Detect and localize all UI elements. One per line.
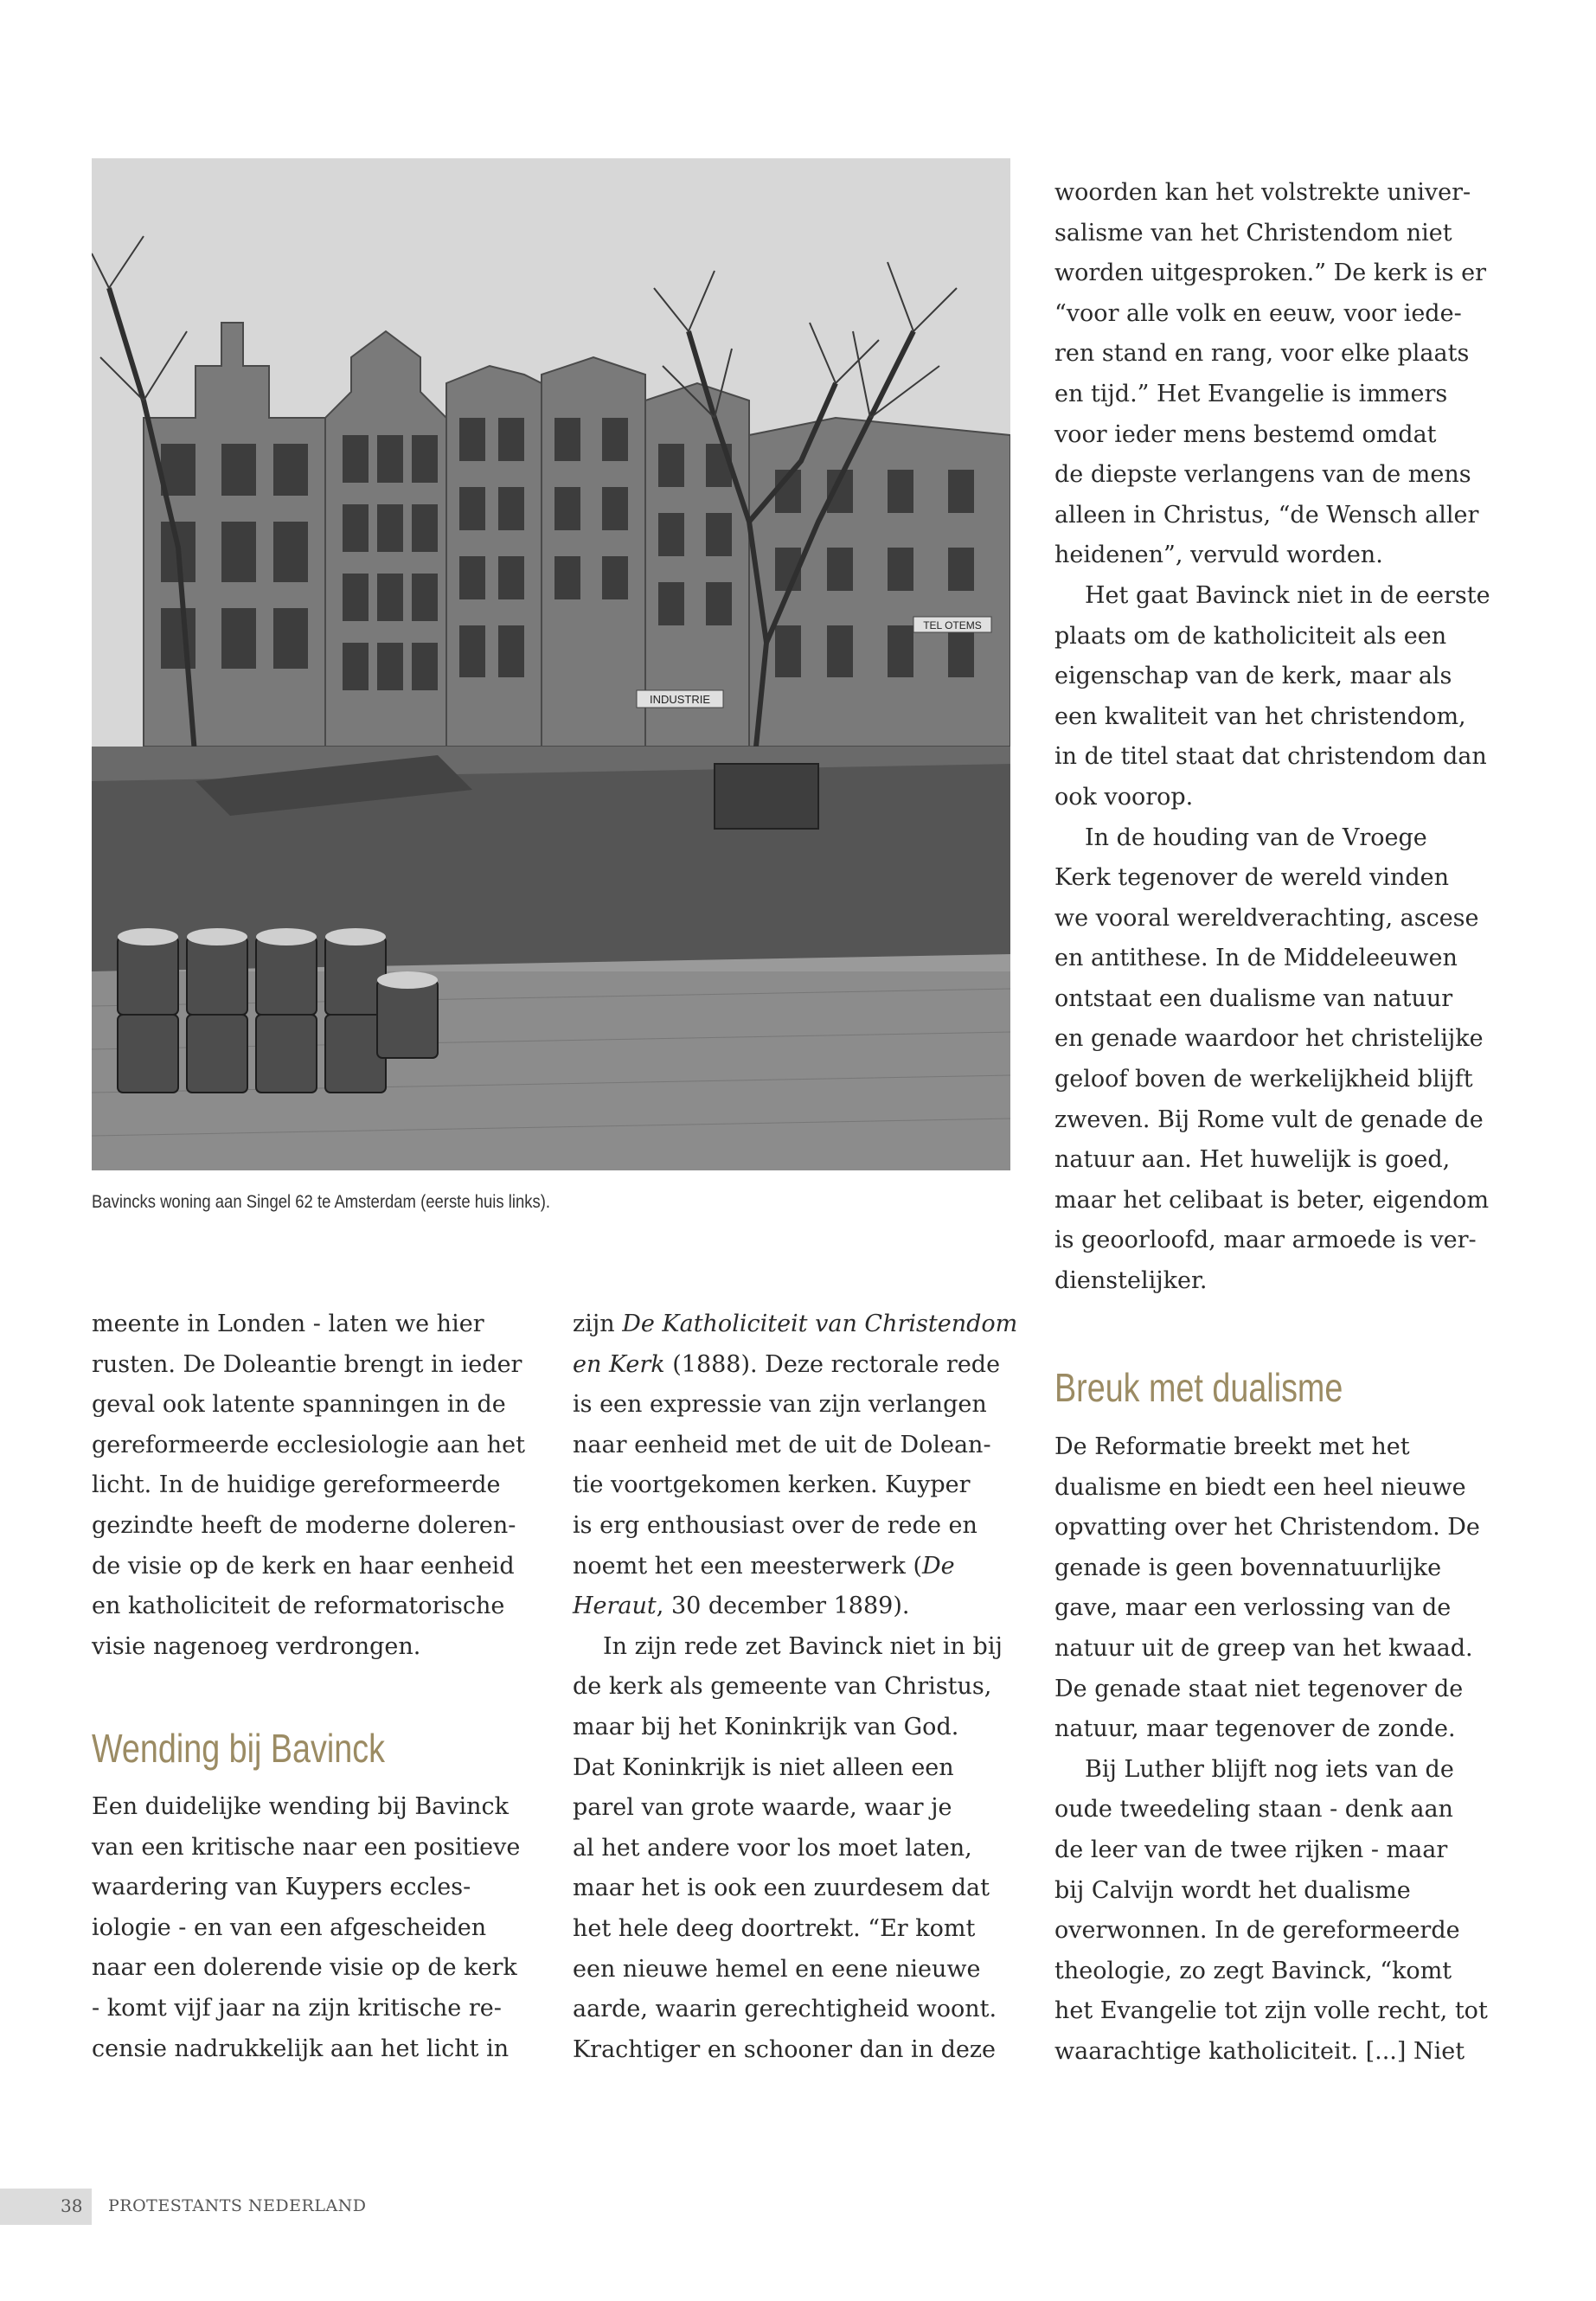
text-line: De Reformatie breekt met het [1054, 1433, 1410, 1460]
text-line: de diepste verlangens van de mens [1054, 461, 1471, 489]
text-line: naar eenheid met de uit de Dolean- [573, 1431, 991, 1458]
text-line: het hele deeg doortrekt. “Er komt [573, 1914, 976, 1942]
text-line: de kerk als gemeente van Christus, [573, 1673, 992, 1701]
photo-illustration [92, 158, 1010, 1170]
text-line: natuur aan. Het huwelijk is goed, [1054, 1146, 1451, 1174]
text-line: In zijn rede zet Bavinck niet in bij [603, 1632, 1003, 1660]
text-line: woorden kan het volstrekte univer- [1054, 179, 1471, 206]
shop-sign-industrie: INDUSTRIE [649, 693, 711, 706]
text-line [573, 1304, 1018, 1345]
shop-sign-hotel: TEL OTEMS [923, 619, 982, 631]
text-line: dualisme en biedt een heel nieuwe [1054, 1473, 1466, 1501]
text-line: iologie - en van een afgescheiden [92, 1913, 487, 1941]
column-2 [573, 1304, 1018, 2070]
text-line: ook voorop. [1054, 783, 1194, 811]
text-line: maar bij het Koninkrijk van God. [573, 1713, 959, 1740]
text-line: gezindte heeft de moderne doleren- [92, 1511, 516, 1539]
paragraph [573, 1627, 1005, 2071]
text-line: meente in Londen - laten we hier [92, 1311, 484, 1337]
paragraph [1054, 818, 1504, 1302]
paragraph [1054, 1750, 1504, 2073]
text-line: geval ook latente spanningen in de [92, 1391, 506, 1419]
paragraph [92, 1304, 559, 1667]
section-heading-breuk: Breuk met dualisme [1054, 1365, 1343, 1410]
text-line: eigenschap van de kerk, maar als [1054, 663, 1452, 690]
text-line: censie nadrukkelijk aan het licht in [92, 2035, 510, 2062]
text-run: (1888). Deze rectorale rede [664, 1350, 1001, 1378]
text-line: zweven. Bij Rome vult de genade de [1054, 1106, 1484, 1133]
text-run: , 30 december 1889). [656, 1593, 910, 1620]
text-line: waardering van Kuypers eccles- [92, 1874, 471, 1901]
text-line: heidenen”, vervuld worden. [1054, 542, 1383, 569]
text-line: is een expressie van zijn verlangen [573, 1391, 987, 1419]
text-line: waarachtige katholiciteit. [...] Niet [1054, 2037, 1465, 2065]
publication-name: PROTESTANTS NEDERLAND [108, 2196, 367, 2215]
column-1-continued [92, 1787, 559, 2069]
text-line: opvatting over het Christendom. De [1054, 1514, 1480, 1541]
text-line: is erg enthousiast over de rede en [573, 1511, 977, 1539]
page-number: 38 [61, 2195, 83, 2216]
text-line: ren stand en rang, voor elke plaats [1054, 340, 1470, 368]
text-line: en antithese. In de Middeleeuwen [1054, 945, 1458, 972]
text-line: Het gaat Bavinck niet in de eerste [1085, 581, 1490, 609]
text-line: naar een dolerende visie op de kerk [92, 1954, 517, 1982]
text-line [573, 1547, 1005, 1587]
text-run: zijn [573, 1311, 623, 1337]
photo-caption: Bavincks woning aan Singel 62 te Amsterdam (eerste huis links). [92, 1192, 551, 1212]
text-line: van een kritische naar een positieve [92, 1833, 521, 1861]
text-line: Dat Koninkrijk is niet alleen een [573, 1753, 954, 1781]
photo-singel-62 [92, 158, 1010, 1170]
text-line: de leer van de twee rijken - maar [1054, 1836, 1448, 1863]
text-line: alleen in Christus, “de Wensch aller [1054, 501, 1479, 529]
text-line: we vooral wereldverachting, ascese [1054, 904, 1479, 932]
paragraph [92, 1787, 559, 2069]
book-title: en Kerk [573, 1350, 665, 1378]
text-line: de visie op de kerk en haar eenheid [92, 1552, 515, 1580]
text-line: De genade staat niet tegenover de [1054, 1675, 1464, 1702]
text-line: Een duidelijke wending bij Bavinck [92, 1793, 510, 1820]
text-line: en katholiciteit de reformatorische [92, 1593, 505, 1620]
text-line: geloof boven de werkelijkheid blijft [1054, 1066, 1473, 1093]
text-line: natuur uit de greep van het kwaad. [1054, 1634, 1473, 1662]
text-run: noemt het een meesterwerk ( [573, 1552, 923, 1580]
text-line: gave, maar een verlossing van de [1054, 1594, 1452, 1622]
text-line: genade is geen bovennatuurlijke [1054, 1554, 1442, 1581]
text-line: - komt vijf jaar na zijn kritische re- [92, 1994, 502, 2022]
text-line: In de houding van de Vroege [1085, 824, 1427, 851]
text-line: voor ieder mens bestemd omdat [1054, 420, 1437, 448]
text-line: aarde, waarin gerechtigheid woont. [573, 1996, 997, 2023]
text-line: een kwaliteit van het christendom, [1054, 702, 1466, 730]
text-line: overwonnen. In de gereformeerde [1054, 1917, 1460, 1945]
column-3-continued [1054, 1427, 1504, 2073]
column-3 [1054, 173, 1504, 1302]
text-line: tie voortgekomen kerken. Kuyper [573, 1471, 971, 1499]
text-line: bij Calvijn wordt het dualisme [1054, 1876, 1411, 1904]
book-title: De Katholiciteit van Christendom [622, 1311, 1018, 1337]
text-line: gereformeerde ecclesiologie aan het [92, 1431, 525, 1458]
text-line [573, 1586, 1005, 1627]
section-heading-wending: Wending bij Bavinck [92, 1726, 385, 1771]
text-line: maar het is ook een zuurdesem dat [573, 1875, 990, 1902]
text-line: Bij Luther blijft nog iets van de [1085, 1755, 1454, 1783]
column-1 [92, 1304, 559, 1667]
text-line: visie nagenoeg verdrongen. [92, 1632, 421, 1660]
text-line: Kerk tegenover de wereld vinden [1054, 864, 1449, 892]
text-line: al het andere voor los moet laten, [573, 1834, 972, 1862]
text-line: het Evangelie tot zijn volle recht, tot [1054, 1997, 1488, 2025]
text-line: maar het celibaat is beter, eigendom [1054, 1186, 1490, 1214]
text-line: “voor alle volk en eeuw, voor iede- [1054, 299, 1462, 327]
text-line: en tijd.” Het Evangelie is immers [1054, 380, 1448, 407]
text-line: Krachtiger en schooner dan in deze [573, 2035, 997, 2063]
text-line: en genade waardoor het christelijke [1054, 1025, 1484, 1053]
text-line: salisme van het Christendom niet [1054, 219, 1452, 247]
paragraph [1054, 576, 1504, 818]
text-line: dienstelijker. [1054, 1267, 1208, 1295]
text-line: worden uitgesproken.” De kerk is er [1054, 260, 1486, 287]
text-line [573, 1345, 1005, 1386]
text-line: natuur, maar tegenover de zonde. [1054, 1715, 1456, 1743]
text-line: plaats om de katholiciteit als een [1054, 622, 1447, 650]
paragraph [573, 1304, 1018, 1627]
text-line: ontstaat een dualisme van natuur [1054, 984, 1453, 1012]
text-line: oude tweedeling staan - denk aan [1054, 1796, 1453, 1823]
text-line: theologie, zo zegt Bavinck, “komt [1054, 1957, 1452, 1984]
text-line: is geoorloofd, maar armoede is ver- [1054, 1227, 1477, 1254]
periodical-title: De [922, 1552, 955, 1580]
text-line: een nieuwe hemel en eene nieuwe [573, 1955, 981, 1983]
paragraph [1054, 173, 1504, 576]
text-line: rusten. De Doleantie brengt in ieder [92, 1350, 522, 1378]
text-line: parel van grote waarde, waar je [573, 1794, 952, 1822]
text-line: in de titel staat dat christendom dan [1054, 743, 1487, 771]
paragraph [1054, 1427, 1504, 1750]
text-line: licht. In de huidige gereformeerde [92, 1471, 501, 1499]
periodical-title: Heraut [573, 1593, 657, 1620]
